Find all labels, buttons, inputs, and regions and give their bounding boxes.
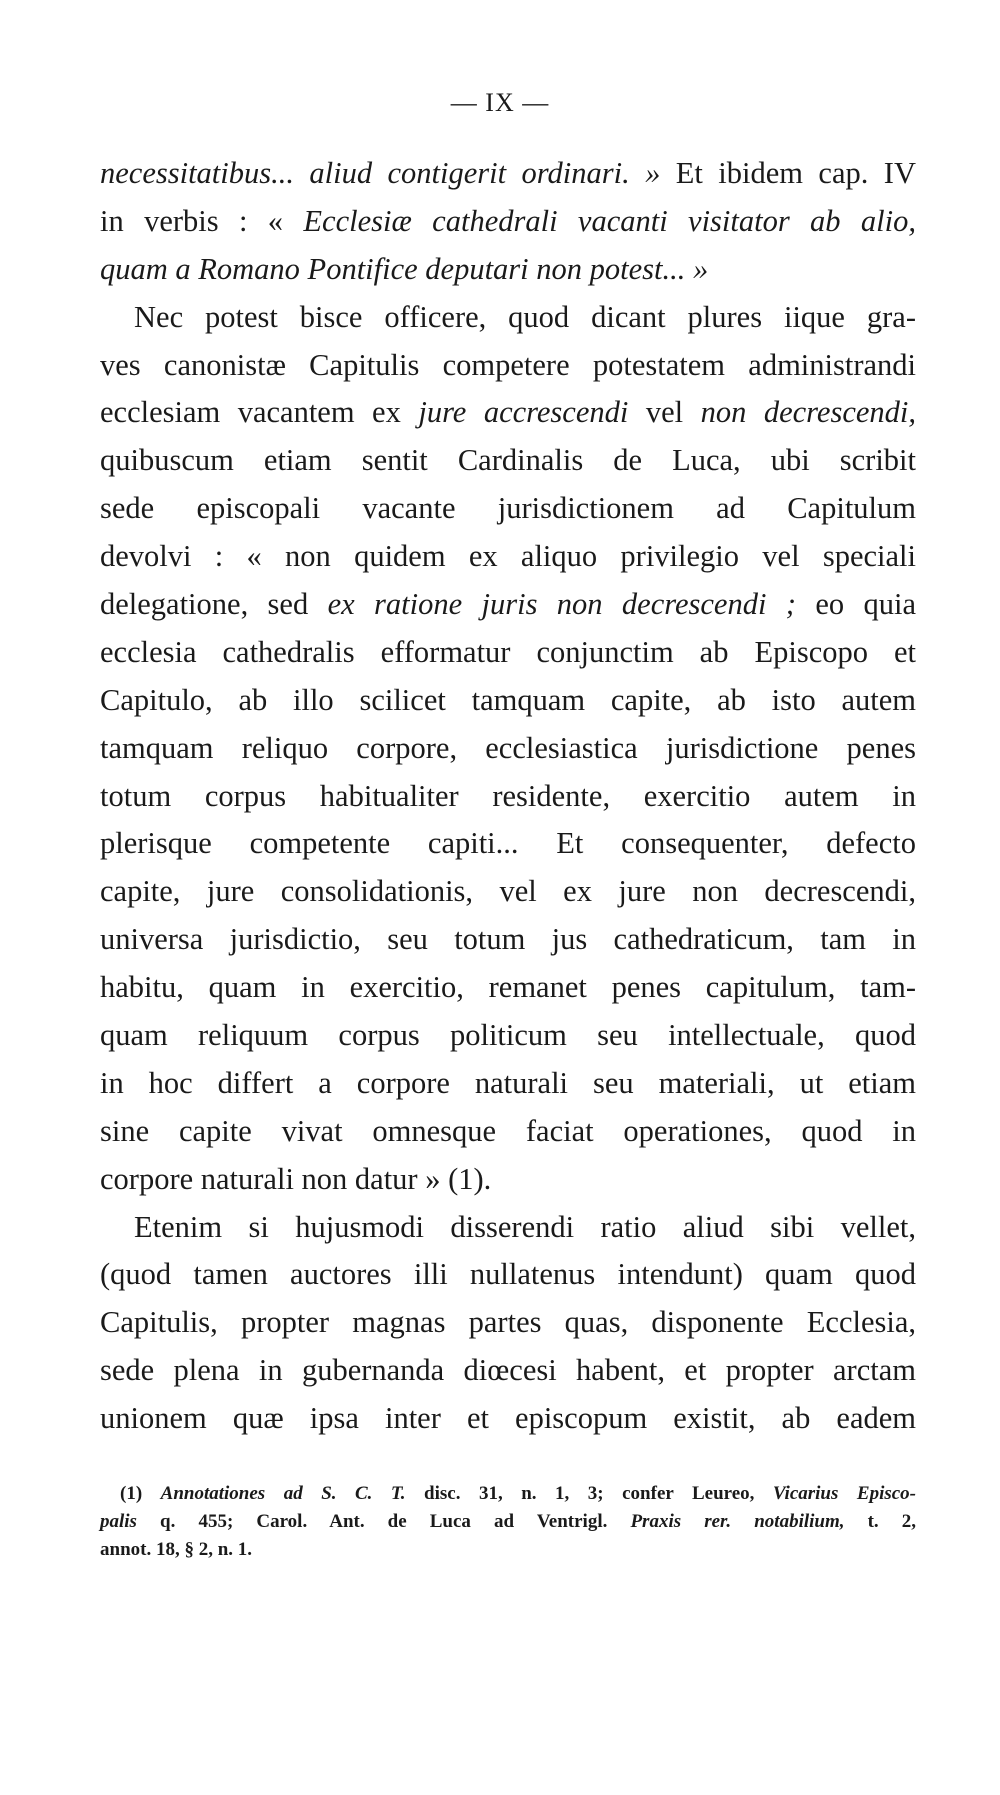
text-line-segment: (quod tamen auctores illi nullatenus intendunt) quam quod [100,1257,916,1292]
text-line-segment: ves canonistæ Capitulis competere potestatem administrandi [100,347,916,382]
text-line [100,389,916,437]
text-line [100,150,916,198]
text-line [100,1299,916,1347]
text-line-segment: delegatione, sed [100,587,328,622]
text-line-segment: necessitatibus... aliud contigerit ordinari. » [100,156,661,190]
text-line [100,581,916,629]
text-line [100,868,916,916]
text-line-segment: totum corpus habitualiter residente, exercitio autem in [100,778,916,813]
text-line-segment: ex ratione juris non decrescendi ; [327,587,796,622]
text-line-segment: sede plena in gubernanda diœcesi habent, et propter arctam [100,1353,916,1388]
text-line [100,1060,916,1108]
text-line [100,916,916,964]
text-line-segment: non decrescendi, [700,395,916,430]
text-line [100,246,916,294]
text-line [100,629,916,677]
text-line [100,1204,916,1252]
text-line-segment: vel [628,395,701,430]
text-line-segment: tamquam reliquo corpore, ecclesiastica jurisdictione penes [100,730,916,765]
text-line-segment: universa jurisdictio, seu totum jus cathedraticum, tam in [100,922,916,957]
text-line-segment: sine capite vivat omnesque faciat operationes, quod in [100,1113,916,1148]
text-line-segment: corpore naturali non datur » (1). [100,1161,492,1196]
text-line-segment: eo quia [795,587,916,622]
text-line [100,677,916,725]
text-line-segment: Ecclesiæ cathedrali vacanti visitator ab alio, [303,203,916,238]
text-line [100,485,916,533]
text-line-segment: Nec potest bisce officere, quod dicant plures iique gra- [134,299,916,334]
text-line-segment: Capitulis, propter magnas partes quas, disponente Ecclesia, [100,1305,916,1340]
text-line-segment: quam a Romano Pontifice deputari non potest... » [100,251,709,286]
footnote-line-segment: q. 455; Carol. Ant. de Luca ad Ventrigl. [136,1511,631,1532]
text-line [100,964,916,1012]
body-text [100,150,916,1443]
text-line-segment: ecclesiam vacantem ex [100,395,419,430]
text-line-segment: devolvi : « non quidem ex aliquo privilegio vel speciali [100,539,916,574]
footnote-line-segment: annot. 18, § 2, n. 1. [100,1539,253,1560]
text-line-segment: in verbis : « [100,203,304,238]
text-line [100,820,916,868]
footnote-line-segment: t. 2, [844,1511,916,1532]
text-line-segment: Etenim si hujusmodi disserendi ratio aliud sibi vellet, [134,1209,916,1244]
text-line-segment: ecclesia cathedralis efformatur conjunctim ab Episcopo et [100,634,916,669]
text-line-segment: sede episcopali vacante jurisdictionem ad Capitulum [100,491,916,526]
text-line [100,1012,916,1060]
text-line-segment: quam reliquum corpus politicum seu intellectuale, quod [100,1018,916,1053]
text-line-segment: plerisque competente capiti... Et consequenter, defecto [100,826,916,861]
text-line [100,1347,916,1395]
text-line-segment: quibuscum etiam sentit Cardinalis de Luca, ubi scribit [100,443,916,478]
text-line-segment: unionem quæ ipsa inter et episcopum existit, ab eadem [100,1401,916,1436]
text-line-segment: habitu, quam in exercitio, remanet penes capitulum, tam- [100,970,916,1005]
footnote-line [100,1480,916,1508]
text-line-segment: in hoc differt a corpore naturali seu materiali, ut etiam [100,1065,916,1100]
text-line [100,773,916,821]
footnote-line-segment: Praxis rer. notabilium, [630,1511,845,1532]
text-line [100,533,916,581]
text-line [100,198,916,246]
text-line-segment: jure accrescendi [418,395,629,430]
text-line-segment: Capitulo, ab illo scilicet tamquam capite, ab isto autem [100,682,916,717]
footnote-line [100,1536,916,1564]
text-line [100,342,916,390]
footnote-line-segment: Vicarius Episco- [772,1483,916,1504]
text-line [100,1156,916,1204]
footnote-line-segment: (1) [120,1483,161,1504]
text-line [100,1251,916,1299]
text-line [100,437,916,485]
page-header: — IX — [450,88,550,117]
footnote-line-segment: palis [100,1511,137,1532]
footnote-line [100,1508,916,1536]
footnotes [100,1480,916,1564]
text-line-segment: capite, jure consolidationis, vel ex jure non decrescendi, [100,874,916,909]
footnote-line-segment: Annotationes ad S. C. T. [160,1483,406,1504]
footnote-line-segment: disc. 31, n. 1, 3; confer Leureo, [405,1483,773,1504]
text-line [100,1108,916,1156]
text-line-segment: Et ibidem cap. IV [660,156,916,190]
text-line [100,294,916,342]
text-line [100,1395,916,1443]
text-line [100,725,916,773]
